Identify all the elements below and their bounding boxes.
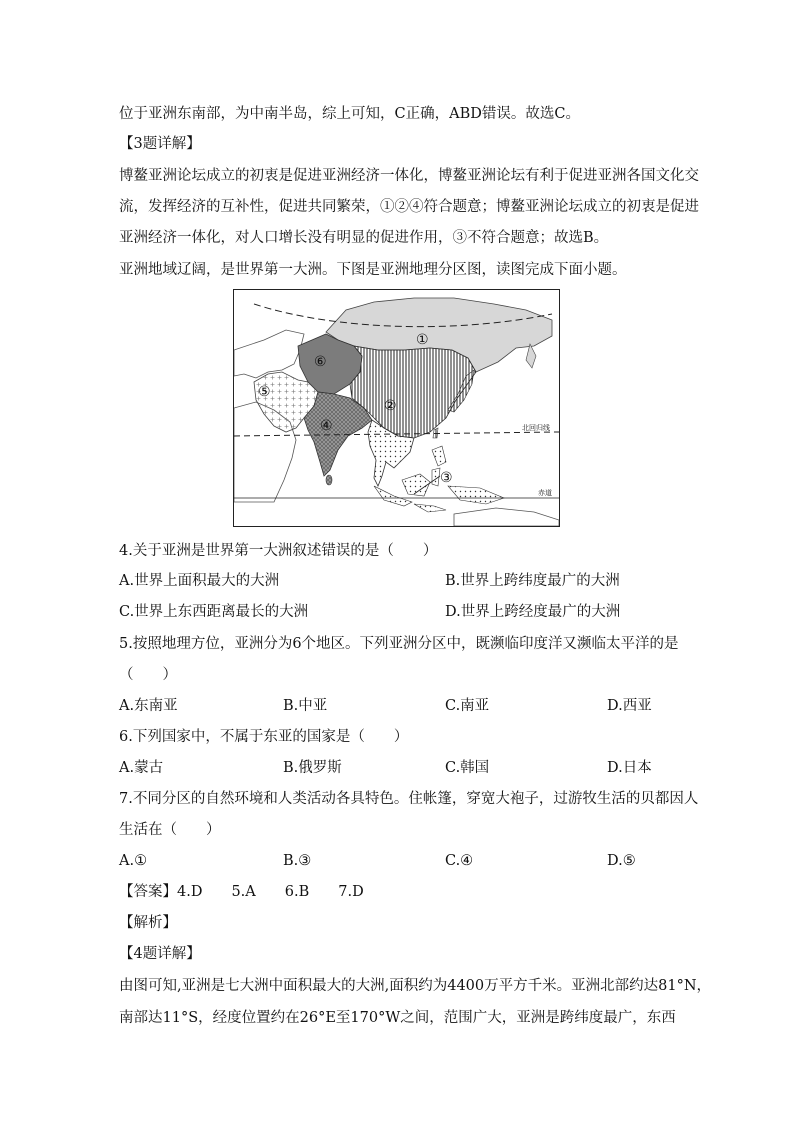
q4-option-c: C.世界上东西距离最长的大洲 [119,604,309,620]
label-region-5: ⑤ [258,384,271,400]
label-region-2: ② [384,398,397,414]
label-tropic-of-cancer: 北回归线 [522,424,550,432]
paragraph-line: 由图可知,亚洲是七大洲中面积最大的大洲,面积约为4400万平方千米。亚洲北部约达81°N， [119,978,712,994]
paragraph-line: 亚洲经济一体化，对人口增长没有明显的促进作用，③不符合题意；故选B。 [119,230,609,246]
paragraph-line: 博鳌亚洲论坛成立的初衷是促进亚洲经济一体化，博鳌亚洲论坛有利于促进亚洲各国文化交 [119,168,699,184]
q5-option-d: D.西亚 [607,698,652,714]
q5-option-b: B.中亚 [283,698,328,714]
question-4-stem: 4.关于亚洲是世界第一大洲叙述错误的是（ ） [119,543,438,559]
answer-line: 【答案】4.D 5.A 6.B 7.D [119,884,364,900]
question-5-stem-cont: （ ） [119,667,177,683]
analysis-heading: 【解析】 [119,915,177,931]
paragraph-line: 流，发挥经济的互补性，促进共同繁荣，①②④符合题意；博鳌亚洲论坛成立的初衷是促进 [119,199,699,215]
label-region-3: ③ [440,470,453,486]
label-region-1: ① [416,332,429,348]
q7-option-a: A.① [119,853,148,869]
label-region-6: ⑥ [314,354,327,370]
q6-option-b: B.俄罗斯 [283,760,342,776]
paragraph-line: 南部达11°S，经度位置约在26°E至170°W之间，范围广大，亚洲是跨纬度最广，东西 [119,1010,676,1026]
q4-detail-heading: 【4题详解】 [119,946,201,962]
question-5-stem: 5.按照地理方位，亚洲分为6个地区。下列亚洲分区中，既濒临印度洋又濒临太平洋的是 [119,636,679,652]
region-east-asia [350,346,476,438]
intro-line: 亚洲地域辽阔，是世界第一大洲。下图是亚洲地理分区图，读图完成下面小题。 [119,262,627,278]
q6-option-c: C.韩国 [445,760,490,776]
question-7-stem: 7.不同分区的自然环境和人类活动各具特色。住帐篷，穿宽大袍子，过游牧生活的贝都因人 [119,791,699,807]
q6-option-a: A.蒙古 [119,760,164,776]
asia-region-map [233,289,560,527]
q4-option-a: A.世界上面积最大的大洲 [119,573,280,589]
question-6-stem: 6.下列国家中，不属于东亚的国家是（ ） [119,729,409,745]
q7-option-b: B.③ [283,853,312,869]
q7-option-d: D.⑤ [607,853,636,869]
q7-option-c: C.④ [445,853,474,869]
label-region-4: ④ [320,418,333,434]
q5-option-a: A.东南亚 [119,698,178,714]
section-heading: 【3题详解】 [119,136,201,152]
q4-option-d: D.世界上跨经度最广的大洲 [445,604,621,620]
label-equator: 赤道 [538,489,552,497]
question-7-stem-cont: 生活在（ ） [119,822,221,838]
q4-option-b: B.世界上跨纬度最广的大洲 [445,573,620,589]
paragraph-line: 位于亚洲东南部，为中南半岛，综上可知，C正确，ABD错误。故选C。 [119,106,580,122]
q5-option-c: C.南亚 [445,698,490,714]
q6-option-d: D.日本 [607,760,652,776]
